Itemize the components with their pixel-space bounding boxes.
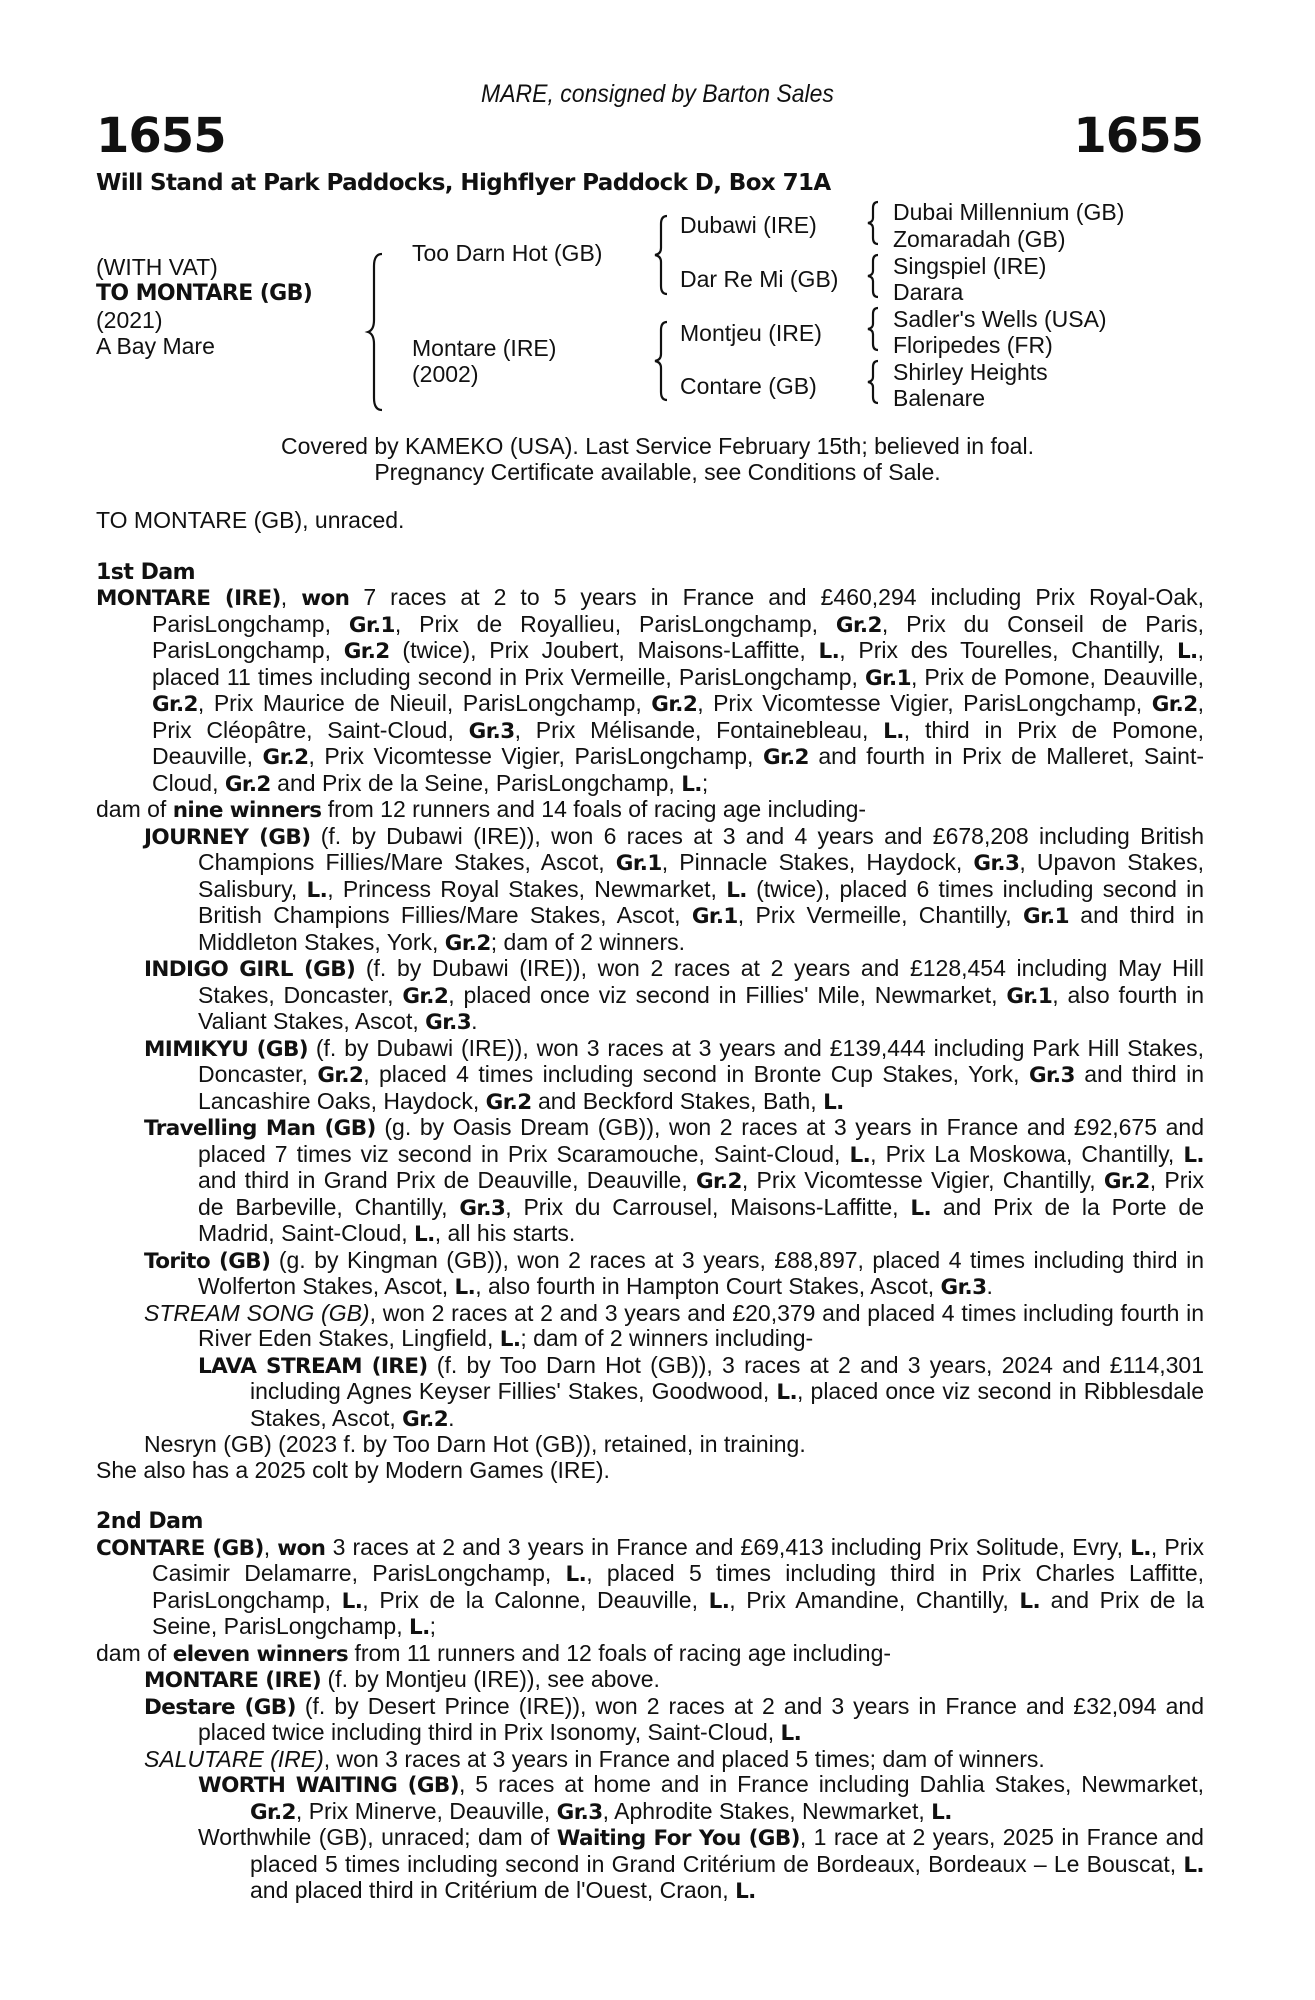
horse-year: (2021): [96, 307, 163, 333]
produce-entry: [96, 956, 1204, 1036]
race-grade: Gr.2: [402, 983, 449, 1009]
race-grade: L.: [1130, 1535, 1151, 1561]
race-grade: L.: [409, 1615, 430, 1640]
record-text: ;: [701, 769, 709, 796]
race-grade: L.: [306, 877, 328, 903]
race-grade: L.: [818, 639, 840, 664]
record-text: , also fourth in Valiant Stakes, Ascot,: [198, 981, 1205, 1034]
record-text: , third in Prix de Pomone, Deauville,: [152, 716, 1205, 769]
race-grade: Gr.1: [615, 851, 662, 876]
produce-name: JOURNEY (GB): [144, 824, 311, 850]
record-text: and Prix de la Porte de Madrid, Saint-Cloud,: [198, 1193, 1205, 1246]
produce-entry: [96, 1747, 1204, 1773]
record-text: .: [986, 1273, 993, 1299]
great-grandparent: Shirley Heights: [893, 359, 1048, 385]
record-text: (f. by Too Darn Hot (GB)), 3 races at 2 and 3 years, 2024 and £114,301 including Agnes Keyser Fillies' Stakes, Goodwood,: [250, 1351, 1204, 1404]
race-grade: L.: [780, 1721, 802, 1746]
race-grade: Gr.2: [262, 745, 309, 770]
record-text: , placed once viz second in Ribblesdale Stakes, Ascot,: [250, 1378, 1204, 1431]
great-grandparent: Sadler's Wells (USA): [893, 306, 1107, 332]
race-grade: Gr.3: [468, 718, 515, 744]
great-grandparent: Darara: [893, 279, 964, 305]
record-text: and fourth in Prix de Malleret, Saint-Cloud,: [152, 743, 1204, 796]
granddam-paternal: Dar Re Mi (GB): [680, 266, 839, 292]
record-text: , all his starts.: [434, 1220, 576, 1246]
first-dam-record-text: [152, 584, 1204, 796]
race-grade: L.: [823, 1089, 844, 1115]
race-grade: Gr.2: [250, 1799, 296, 1825]
record-text: , Prix Vicomtesse Vigier, ParisLongchamp,: [308, 743, 763, 769]
second-dam-record: CONTARE (GB), won 3 races at 2 and 3 years in France and £69,413 including Prix Solitude, Evry, L., Prix Casimir Delamarre, ParisLongchamp, L., placed 5 times including third in Prix Charles Laffitte, ParisLongchamp, L., Prix de la Calonne, Deauville, L., Prix Amandine, Chantilly, L. and Prix de la Seine, ParisLongchamp, L.;: [96, 1533, 1205, 1640]
second-dam-heading: 2nd Dam: [96, 1509, 203, 1534]
sire-name: Too Darn Hot (GB): [412, 240, 603, 266]
produce-entry: [96, 1694, 1204, 1747]
second-dam-produce-summary: [96, 1641, 1204, 1668]
dam-of-prefix: dam of: [96, 1639, 173, 1666]
record-text: , also fourth in Hampton Court Stakes, Ascot,: [475, 1273, 941, 1299]
produce-entry: Nesryn (GB) (2023 f. by Too Darn Hot (GB)), retained, in training.: [144, 1431, 806, 1457]
covering-line-1: Covered by KAMEKO (USA). Last Service February 15th; believed in foal.: [281, 433, 1034, 459]
record-text: , placed once viz second in Fillies' Mile, Newmarket,: [448, 981, 1007, 1008]
record-text: , placed 11 times including second in Prix Vermeille, ParisLongchamp,: [152, 637, 1204, 690]
race-grade: L.: [1183, 1852, 1204, 1878]
race-grade: L.: [910, 1195, 932, 1221]
race-grade: L.: [735, 1879, 756, 1904]
record-text: and placed third in Critérium de l'Ouest, Craon,: [250, 1877, 736, 1903]
brace-ggp-3: [868, 306, 882, 352]
unraced-note: TO MONTARE (GB), unraced.: [96, 507, 405, 533]
dam-of-suffix: from 12 runners and 14 foals of racing age including-: [321, 796, 867, 822]
race-grade: Gr.3: [1028, 1063, 1075, 1088]
covering-line-2: Pregnancy Certificate available, see Conditions of Sale.: [374, 459, 941, 485]
record-text: , Prix de Barbeville, Chantilly,: [198, 1167, 1205, 1220]
record-text: , Prix La Moskowa, Chantilly,: [870, 1140, 1184, 1167]
great-grandparent: Dubai Millennium (GB): [893, 199, 1125, 225]
record-text: , Upavon Stakes, Salisbury,: [198, 849, 1204, 902]
race-grade: L.: [1176, 639, 1198, 664]
produce-name: INDIGO GIRL (GB): [144, 957, 356, 982]
brace-ggp-1: [868, 200, 882, 246]
race-grade: Gr.2: [695, 1169, 742, 1194]
race-grade: Gr.2: [343, 639, 390, 664]
produce-name: MONTARE (IRE): [144, 1668, 322, 1693]
record-text: (f. by Dubawi (IRE)), won 3 races at 3 years and £139,444 including Park Hill Stakes, Doncaster,: [198, 1034, 1205, 1087]
record-text: (g. by Oasis Dream (GB)), won 2 races at 3 years in France and £92,675 and placed 7 times viz second in Prix Scaramouche, Saint-Cloud,: [198, 1114, 1204, 1167]
brace-ggp-4: [868, 359, 882, 405]
vat-note: (WITH VAT): [96, 254, 218, 280]
race-grade: L.: [681, 771, 702, 797]
record-text: , Pinnacle Stakes, Haydock,: [661, 849, 974, 875]
produce-entry: [96, 1036, 1204, 1116]
won-label: won: [277, 1535, 326, 1561]
great-grandparent: Zomaradah (GB): [893, 226, 1066, 252]
produce-record: (f. by Montjeu (IRE)), see above.: [321, 1666, 660, 1692]
record-text: .: [448, 1404, 455, 1431]
great-grand-produce-name: Waiting For You (GB): [556, 1826, 800, 1851]
race-grade: Gr.1: [1023, 904, 1069, 929]
grand-produce-entry: [96, 1772, 1204, 1825]
grandsire-maternal: Montjeu (IRE): [680, 320, 822, 346]
produce-entry: [96, 1301, 1204, 1353]
produce-entry: [96, 1115, 1204, 1248]
produce-name: SALUTARE (IRE): [144, 1745, 324, 1772]
record-text: (g. by Kingman (GB)), won 2 races at 3 years, £88,897, placed 4 times including third in Wolferton Stakes, Ascot,: [198, 1246, 1204, 1299]
brace-ggp-2: [868, 253, 882, 299]
record-text: , Prix Vermeille, Chantilly,: [737, 902, 1024, 928]
record-text: (f. by Dubawi (IRE)), won 2 races at 2 years and £128,454 including May Hill Stakes, Doncaster,: [198, 955, 1204, 1008]
record-text: , Prix Minerve, Deauville,: [295, 1797, 557, 1824]
race-grade: L.: [726, 877, 747, 903]
also-has-note: She also has a 2025 colt by Modern Games (IRE).: [96, 1456, 610, 1483]
produce-entry: [96, 1248, 1204, 1301]
great-grandparent: Balenare: [893, 385, 986, 411]
record-text: , 5 races at home and in France including Dahlia Stakes, Newmarket,: [458, 1771, 1204, 1797]
record-text: (f. by Desert Prince (IRE)), won 2 races at 2 and 3 years in France and £32,094 and placed twice including third in Prix Isonomy, Saint-Cloud,: [198, 1692, 1204, 1745]
race-grade: L.: [454, 1275, 476, 1300]
covering-note: [0, 433, 1315, 485]
produce-entry: [96, 1667, 1204, 1694]
grand-produce-entry: [96, 1825, 1204, 1905]
produce-name: Travelling Man (GB): [144, 1116, 376, 1141]
first-dam-record: MONTARE (IRE), won 7 races at 2 to 5 years in France and £460,294 including Prix Royal-Oak, ParisLongchamp, Gr.1, Prix de Royallieu, ParisLongchamp, Gr.2, Prix du Conseil de Paris, ParisLongchamp, Gr.2 (twice), Prix Joubert, Maisons-Laffitte, L., Prix des Tourelles, Chantilly, L., placed 11 times including second in Prix Vermeille, ParisLongchamp, Gr.1, Prix de Pomone, Deauville, Gr.2, Prix Maurice de Nieuil, ParisLongchamp, Gr.2, Prix Vicomtesse Vigier, ParisLongchamp, Gr.2, Prix Cléopâtre, Saint-Cloud, Gr.3, Prix Mélisande, Fontainebleau, L., third in Prix de Pomone, Deauville, Gr.2, Prix Vicomtesse Vigier, ParisLongchamp, Gr.2 and fourth in Prix de Malleret, Saint-Cloud, Gr.2 and Prix de la Seine, ParisLongchamp, L.;: [96, 584, 1205, 797]
record-text: , won 2 races at 2 and 3 years and £20,379 and placed 4 times including fourth in River Eden Stakes, Lingfield,: [198, 1299, 1204, 1351]
record-text: , Aphrodite Stakes, Newmarket,: [602, 1797, 932, 1824]
race-grade: L.: [1019, 1588, 1041, 1614]
great-grandparent: Singspiel (IRE): [893, 253, 1047, 279]
grand-produce-entry: [96, 1353, 1204, 1433]
record-text: and third in Grand Prix de Deauville, Deauville,: [198, 1167, 696, 1193]
brace-dam: [655, 320, 671, 402]
record-text: (twice), Prix Joubert, Maisons-Laffitte,: [389, 637, 819, 663]
brace-main: [368, 252, 388, 412]
race-grade: Gr.2: [444, 930, 491, 956]
record-text: , Prix du Carrousel, Maisons-Laffitte,: [505, 1193, 911, 1220]
record-text: .: [471, 1008, 478, 1034]
dam-name: Montare (IRE): [412, 335, 557, 361]
record-text: and Prix de la Seine, ParisLongchamp,: [152, 1586, 1205, 1639]
produce-entry: [96, 824, 1204, 957]
race-grade: Gr.2: [224, 771, 271, 797]
record-text: and Prix de la Seine, ParisLongchamp,: [270, 769, 682, 796]
brace-sire: [655, 214, 671, 296]
race-grade: Gr.2: [152, 692, 198, 717]
race-grade: Gr.2: [1151, 692, 1198, 717]
dam-year: (2002): [412, 361, 479, 387]
record-text: ; dam of 2 winners.: [490, 928, 685, 955]
produce-name: MIMIKYU (GB): [144, 1036, 308, 1062]
race-grade: Gr.2: [485, 1089, 532, 1115]
race-grade: L.: [849, 1142, 871, 1168]
grandsire-paternal: Dubawi (IRE): [680, 212, 817, 238]
record-text: ;: [429, 1613, 437, 1639]
race-grade: L.: [341, 1588, 363, 1614]
record-text: , Prix Cléopâtre, Saint-Cloud,: [152, 690, 1204, 743]
lot-number-right: 1655: [1073, 108, 1203, 164]
produce-record: [198, 1247, 1204, 1300]
produce-record: , won 3 races at 3 years in France and placed 5 times; dam of winners.: [323, 1745, 1045, 1772]
record-text: and third in Middleton Stakes, York,: [198, 902, 1204, 955]
record-text: (f. by Dubawi (IRE)), won 6 races at 3 and 4 years and £678,208 including British Champions Fillies/Mare Stakes, Ascot,: [198, 822, 1204, 875]
race-grade: Gr.3: [425, 1010, 472, 1035]
record-text: , Prix de Royallieu, ParisLongchamp,: [394, 610, 836, 637]
first-dam-produce-summary: [96, 797, 1204, 824]
grand-produce-prefix: Worthwhile (GB), unraced; dam of: [198, 1824, 557, 1850]
produce-name: Torito (GB): [144, 1248, 271, 1274]
record-text: (twice), placed 6 times including second in British Champions Fillies/Mare Stakes, Ascot,: [198, 875, 1205, 928]
race-grade: L.: [776, 1380, 798, 1405]
grand-produce-name: WORTH WAITING (GB): [198, 1773, 459, 1798]
record-text: , Prix Mélisande, Fontainebleau,: [514, 716, 884, 743]
race-grade: L.: [883, 718, 904, 744]
race-grade: Gr.2: [835, 612, 882, 638]
catalogue-body: [96, 508, 1204, 1905]
second-dam-name: CONTARE (GB): [96, 1535, 264, 1561]
produce-record: [198, 823, 1204, 955]
horse-name: TO MONTARE (GB): [96, 281, 313, 306]
race-grade: L.: [1183, 1142, 1204, 1168]
race-grade: L.: [499, 1327, 521, 1352]
record-text: ; dam of 2 winners including-: [520, 1325, 814, 1351]
record-text: , Prix Vicomtesse Vigier, Chantilly,: [741, 1167, 1104, 1193]
won-label: won: [301, 586, 350, 611]
race-grade: Gr.2: [762, 745, 809, 770]
lot-number-left: 1655: [96, 108, 226, 164]
consignor-line: MARE, consigned by Barton Sales: [481, 80, 834, 108]
granddam-maternal: Contare (GB): [680, 373, 817, 399]
race-grade: Gr.2: [1103, 1169, 1150, 1194]
record-text: , Prix Vicomtesse Vigier, ParisLongchamp,: [697, 690, 1152, 716]
race-grade: L.: [565, 1562, 587, 1587]
race-grade: Gr.1: [348, 612, 395, 638]
record-text: , Prix Casimir Delamarre, ParisLongchamp,: [152, 1533, 1205, 1586]
race-grade: L.: [931, 1799, 952, 1825]
produce-record: [198, 1693, 1204, 1746]
winners-count: nine winners: [172, 798, 322, 823]
produce-name: Destare (GB): [144, 1694, 296, 1720]
record-text: 7 races at 2 to 5 years in France and £460,294 including Prix Royal-Oak, ParisLongchamp,: [152, 584, 1205, 637]
dam-of-prefix: dam of: [96, 796, 173, 822]
record-text: , Prix de Pomone, Deauville,: [910, 663, 1204, 690]
produce-record: [198, 1035, 1204, 1114]
great-grandparent: Floripedes (FR): [893, 332, 1053, 358]
horse-description: A Bay Mare: [96, 333, 215, 359]
race-grade: Gr.3: [459, 1195, 506, 1221]
race-grade: Gr.2: [402, 1406, 449, 1432]
race-grade: Gr.3: [973, 851, 1020, 876]
record-text: , Prix Amandine, Chantilly,: [729, 1586, 1020, 1613]
record-text: , placed 4 times including second in Bronte Cup Stakes, York,: [363, 1061, 1029, 1087]
dam-of-suffix: from 11 runners and 12 foals of racing age including-: [348, 1639, 892, 1666]
race-grade: Gr.3: [556, 1799, 603, 1825]
record-text: , 1 race at 2 years, 2025 in France and placed 5 times including second in Grand Critérium de Bordeaux, Bordeaux – Le Bouscat,: [250, 1824, 1204, 1877]
grand-produce-name: LAVA STREAM (IRE): [198, 1353, 428, 1379]
record-text: , Prix des Tourelles, Chantilly,: [839, 637, 1177, 663]
record-text: , placed 5 times including third in Prix Charles Laffitte, ParisLongchamp,: [152, 1560, 1205, 1613]
race-grade: Gr.2: [317, 1063, 364, 1088]
race-grade: L.: [708, 1588, 730, 1614]
record-text: 3 races at 2 and 3 years in France and £69,413 including Prix Solitude, Evry,: [325, 1533, 1131, 1560]
first-dam-name: MONTARE (IRE): [96, 586, 281, 611]
race-grade: Gr.1: [1006, 983, 1053, 1009]
record-text: , Prix de la Calonne, Deauville,: [362, 1586, 709, 1613]
record-text: , Princess Royal Stakes, Newmarket,: [327, 875, 727, 902]
record-text: , Prix du Conseil de Paris, ParisLongchamp,: [152, 610, 1204, 663]
record-text: and third in Lancashire Oaks, Haydock,: [198, 1061, 1204, 1114]
first-dam-heading: 1st Dam: [96, 559, 196, 585]
race-grade: Gr.2: [651, 692, 698, 717]
winners-count: eleven winners: [172, 1641, 349, 1667]
stabling-location: Will Stand at Park Paddocks, Highflyer Paddock D, Box 71A: [96, 170, 831, 196]
race-grade: Gr.3: [940, 1275, 987, 1300]
race-grade: Gr.1: [865, 665, 911, 691]
record-text: and Beckford Stakes, Bath,: [531, 1087, 824, 1114]
record-text: , Prix Maurice de Nieuil, ParisLongchamp,: [197, 690, 652, 716]
race-grade: L.: [414, 1222, 435, 1247]
race-grade: Gr.1: [691, 904, 738, 929]
produce-name: STREAM SONG (GB): [144, 1299, 370, 1326]
